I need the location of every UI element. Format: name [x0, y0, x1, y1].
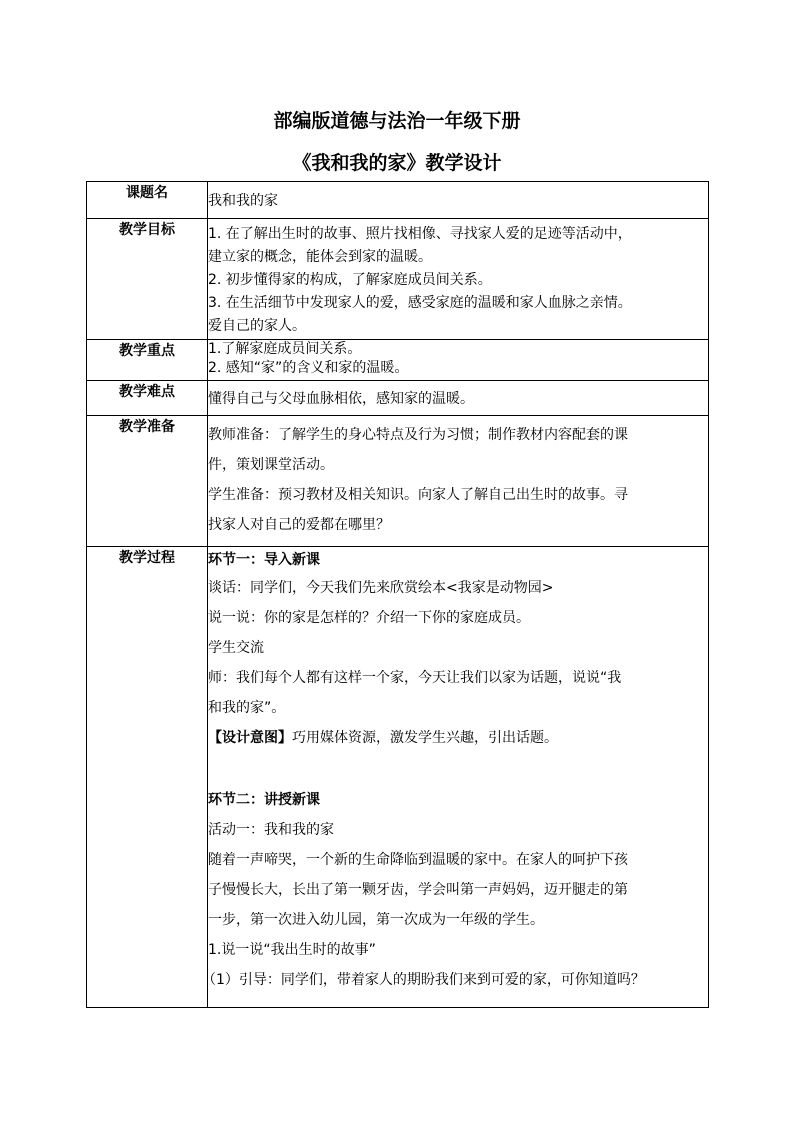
- key-point-line: 2. 感知“家”的含义和家的温暖。: [208, 360, 409, 376]
- row-topic: [87, 182, 709, 219]
- design-intent-text: 巧用媒体资源，激发学生兴趣，引出话题。: [292, 730, 558, 746]
- process-line: 谈话：同学们，今天我们先来欣赏绘本<我家是动物园>: [208, 580, 554, 596]
- design-intent-label: 【设计意图】: [208, 730, 292, 746]
- difficulty-value: 懂得自己与父母血脉相依，感知家的温暖。: [208, 381, 709, 416]
- difficulty-label: 教学难点: [87, 381, 208, 416]
- row-objectives: [87, 219, 709, 340]
- process-line: 师：我们每个人都有这样一个家，今天让我们以家为话题，说说“我: [208, 670, 622, 686]
- key-points-label: 教学重点: [87, 340, 208, 381]
- objectives-line: 建立家的概念，能体会到家的温暖。: [208, 249, 432, 265]
- row-difficulty: [87, 381, 709, 416]
- row-preparation: [87, 416, 709, 547]
- preparation-content: [208, 416, 709, 547]
- process-line: 说一说：你的家是怎样的？介绍一下你的家庭成员。: [208, 610, 530, 626]
- preparation-line: 找家人对自己的爱都在哪里？: [208, 517, 390, 533]
- process-line: 一步，第一次进入幼儿园，第一次成为一年级的学生。: [208, 912, 544, 928]
- document-title: 部编版道德与法治一年级下册: [273, 110, 521, 132]
- process-line: 随着一声啼哭，一个新的生命降临到温暖的家中。在家人的呵护下孩: [208, 852, 628, 868]
- row-process: [87, 547, 709, 1008]
- process-line: 学生交流: [208, 640, 264, 656]
- lesson-plan-table: [86, 181, 709, 1008]
- process-line: 活动一：我和我的家: [208, 822, 334, 838]
- objectives-line: 2. 初步懂得家的构成，了解家庭成员间关系。: [208, 272, 492, 288]
- design-intent: [208, 723, 708, 753]
- preparation-line: 件，策划课堂活动。: [208, 457, 334, 473]
- document-subtitle: 《我和我的家》教学设计: [292, 152, 502, 174]
- section-heading: 环节一：导入新课: [208, 552, 320, 568]
- process-content: [202, 547, 709, 1008]
- key-point-line: 1.了解家庭成员间关系。: [208, 341, 362, 357]
- preparation-line: 学生准备：预习教材及相关知识。向家人了解自己出生时的故事。寻: [208, 487, 628, 503]
- preparation-line: 教师准备：了解学生的身心特点及行为习惯；制作教材内容配套的课: [208, 427, 628, 443]
- topic-value: 我和我的家: [208, 182, 709, 219]
- process-line: 子慢慢长大，长出了第一颗牙齿，学会叫第一声妈妈，迈开腿走的第: [208, 882, 628, 898]
- preparation-label: 教学准备: [87, 416, 208, 547]
- row-key-points: [87, 340, 709, 381]
- topic-label: 课题名: [87, 182, 208, 219]
- objectives-line: 1. 在了解出生时的故事、照片找相像、寻找家人爱的足迹等活动中，: [208, 226, 632, 242]
- process-line: 1.说一说“我出生时的故事”: [208, 942, 376, 958]
- objectives-line: 3. 在生活细节中发现家人的爱，感受家庭的温暖和家人血脉之亲情。: [208, 295, 632, 311]
- process-line: （1）引导：同学们，带着家人的期盼我们来到可爱的家，可你知道吗？: [202, 972, 645, 988]
- objectives-content: [208, 219, 709, 340]
- process-line: 和我的家”。: [208, 700, 286, 716]
- spacer: [208, 753, 708, 785]
- key-points-content: [208, 340, 709, 381]
- section-heading: 环节二：讲授新课: [208, 792, 320, 808]
- process-label: 教学过程: [87, 547, 208, 1008]
- objectives-line: 爱自己的家人。: [208, 318, 306, 334]
- objectives-label: 教学目标: [87, 219, 208, 340]
